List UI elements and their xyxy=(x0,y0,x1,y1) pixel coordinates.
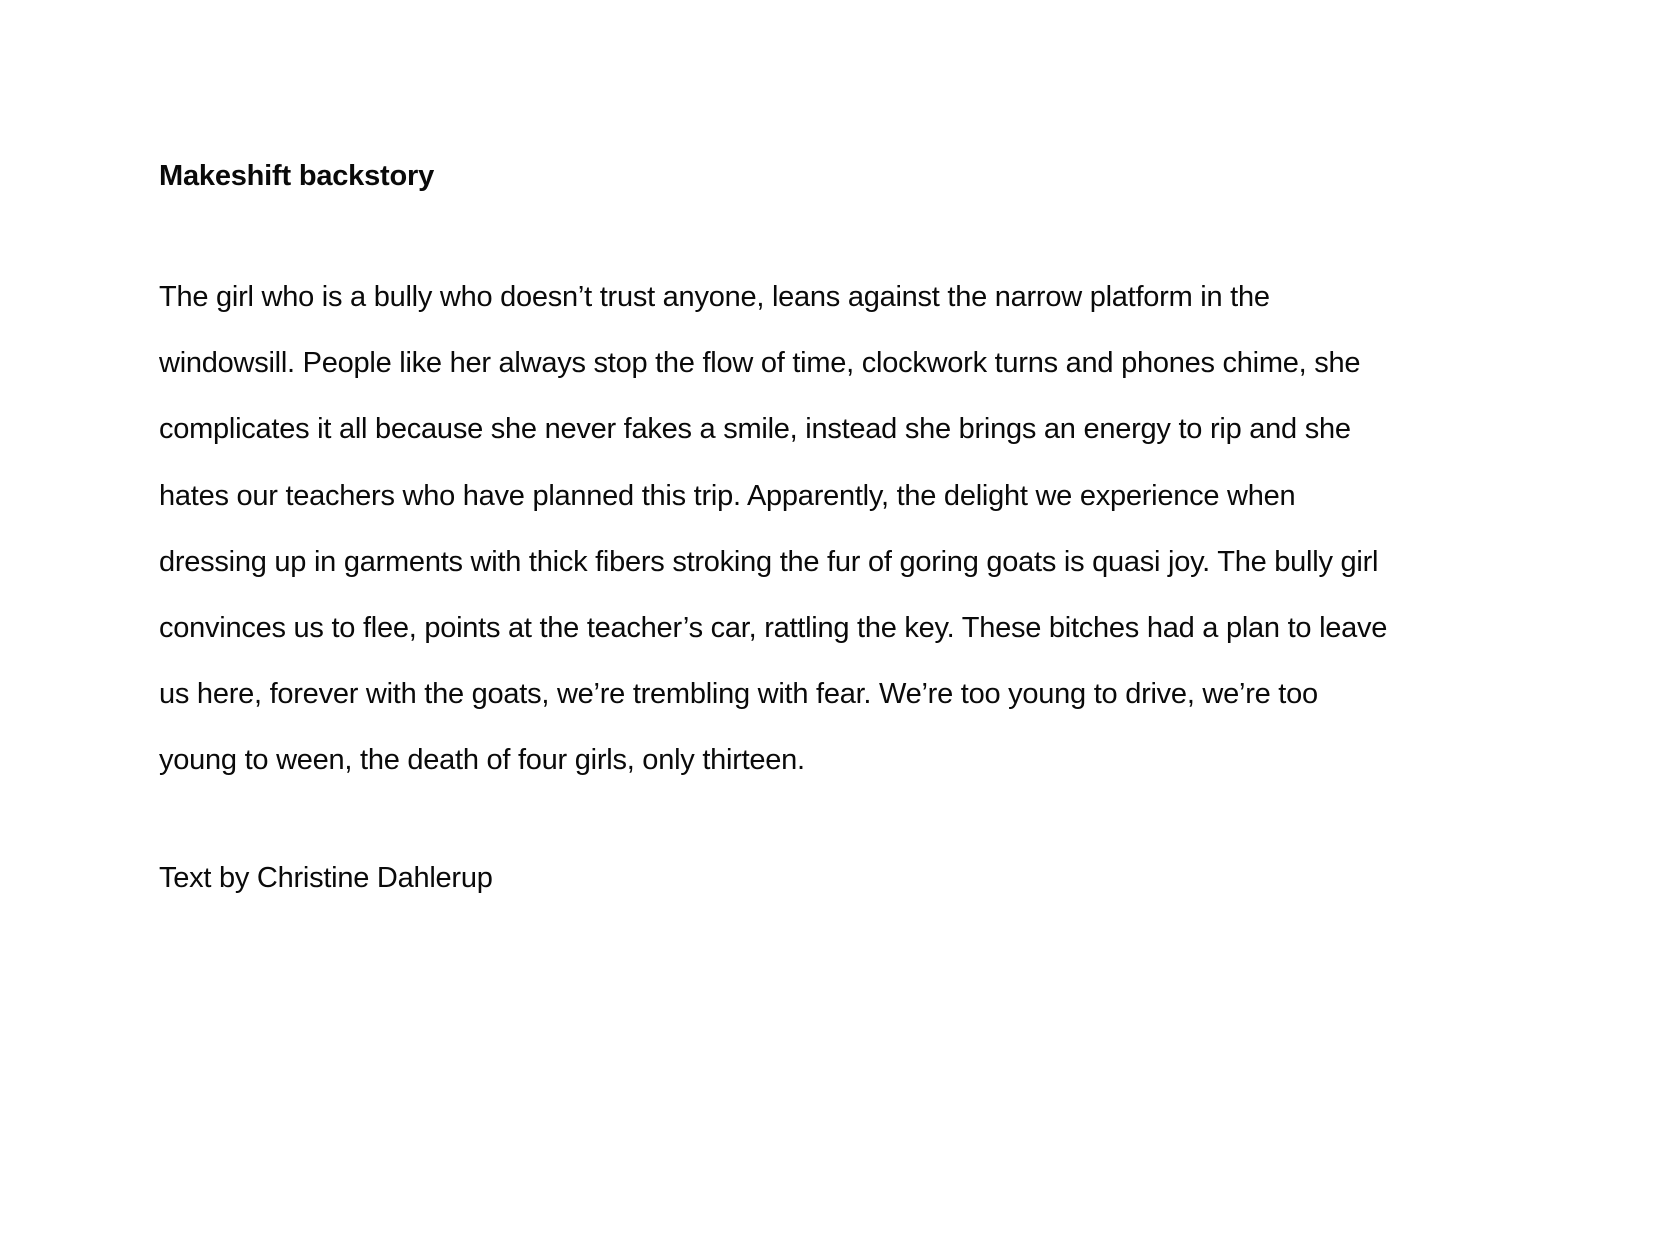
body-line: us here, forever with the goats, we’re trembling with fear. We’re too young to drive, we’re too xyxy=(159,678,1318,711)
body-line: dressing up in garments with thick fibers stroking the fur of goring goats is quasi joy. The bully girl xyxy=(159,545,1379,578)
body-line: windowsill. People like her always stop the flow of time, clockwork turns and phones chime, she xyxy=(159,347,1361,380)
body-line: young to ween, the death of four girls, only thirteen. xyxy=(159,744,805,777)
body-line: complicates it all because she never fakes a smile, instead she brings an energy to rip and she xyxy=(159,413,1351,446)
body-line: The girl who is a bully who doesn’t trust anyone, leans against the narrow platform in the xyxy=(159,281,1270,313)
body-line: hates our teachers who have planned this trip. Apparently, the delight we experience when xyxy=(159,479,1296,512)
page-title: Makeshift backstory xyxy=(159,160,435,192)
author-credit: Text by Christine Dahlerup xyxy=(159,862,493,894)
body-line: convinces us to flee, points at the teacher’s car, rattling the key. These bitches had a plan to leave xyxy=(159,612,1388,645)
body-paragraph xyxy=(159,264,1387,794)
